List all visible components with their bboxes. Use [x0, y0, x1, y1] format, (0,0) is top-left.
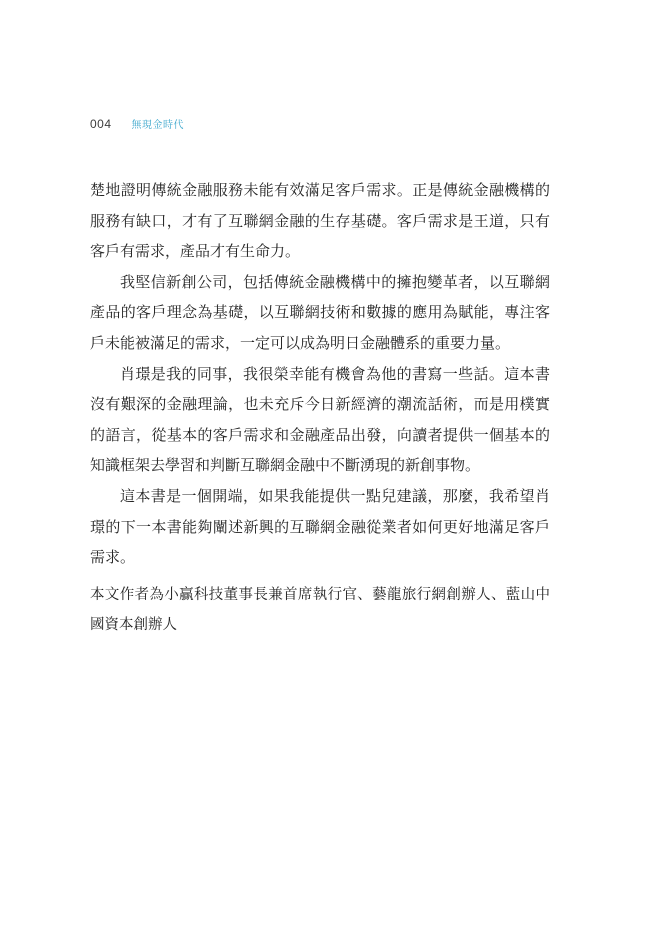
book-title: 無現金時代	[131, 120, 185, 131]
body-text	[90, 175, 550, 573]
running-head	[90, 116, 184, 131]
paragraph-4: 這本書是一個開端，如果我能提供一點兒建議，那麼，我希望肖璟的下一本書能夠闡述新興的互聯網金融從業者如何更好地滿足客戶需求。	[90, 486, 550, 567]
page-number: 004	[90, 117, 112, 131]
paragraph-2: 我堅信新創公司，包括傳統金融機構中的擁抱變革者，以互聯網產品的客戶理念為基礎，以互聯網技術和數據的應用為賦能，專注客戶未能被滿足的需求，一定可以成為明日金融體系的重要力量。	[90, 272, 550, 352]
paragraph-1: 楚地證明傳統金融服務未能有效滿足客戶需求。正是傳統金融機構的服務有缺口，才有了互聯網金融的生存基礎。客戶需求是王道，只有客戶有需求，產品才有生命力。	[90, 181, 550, 261]
author-note: 本文作者為小贏科技董事長兼首席執行官、藝龍旅行網創辦人、藍山中國資本創辦人	[90, 587, 550, 633]
paragraph-3: 肖璟是我的同事，我很榮幸能有機會為他的書寫一些話。這本書沒有艱深的金融理論，也未充斥今日新經濟的潮流話術，而是用樸實的語言，從基本的客戶需求和金融產品出發，向讀者提供一個基本的知識框架去學習和判斷互聯網金融中不斷湧現的新創事物。	[90, 364, 550, 475]
